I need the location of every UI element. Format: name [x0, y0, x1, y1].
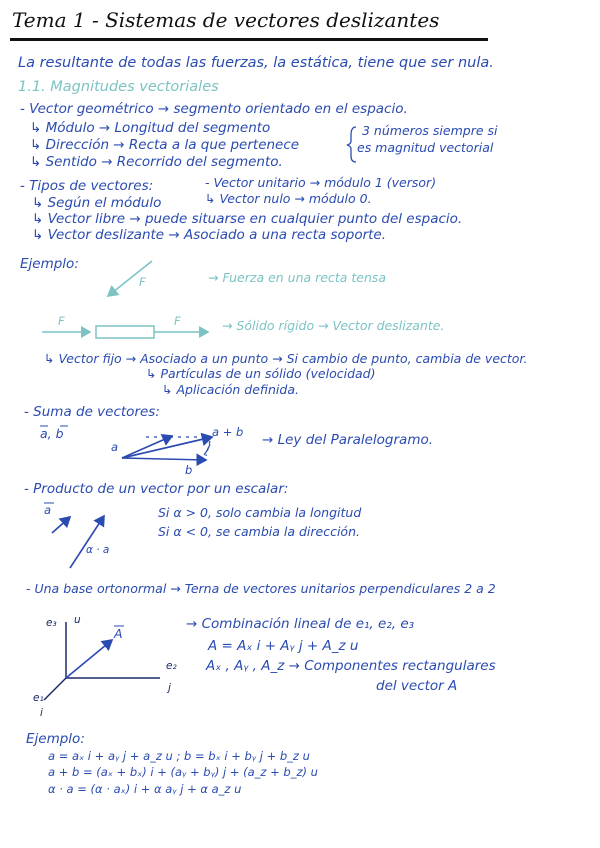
ej2-line3: α · a = (α · aₓ) i + α aᵧ j + α a_z u [48, 782, 242, 796]
suma-a-label: a [111, 440, 119, 454]
vec-alpha-a [70, 516, 104, 568]
base-eq: A = Aₓ i + Aᵧ j + A_z u [208, 638, 359, 654]
base-e2: e₂ [166, 660, 177, 672]
axis-diagonal [44, 678, 66, 700]
ej1-f2-label: F [174, 314, 181, 328]
tipos-deslizante: ↳ Vector deslizante → Asociado a una recta soporte. [32, 227, 387, 243]
ej2-label: Ejemplo: [26, 731, 85, 747]
brace [347, 127, 356, 162]
ej1-f1-label: F [58, 314, 65, 328]
ej1-fuerza: → Fuerza en una recta tensa [208, 270, 387, 285]
base-heading: - Una base ortonormal → Terna de vectores unitarios perpendiculares 2 a 2 [26, 581, 496, 596]
tipos-line1: - Tipos de vectores: [20, 178, 154, 194]
base-e3: e₃ [46, 617, 57, 629]
base-comp1: Aₓ , Aᵧ , A_z → Componentes rectangulares [206, 658, 496, 674]
vg-direccion: ↳ Dirección → Recta a la que pertenece [30, 137, 300, 153]
ej2-line1: a = aₓ i + aᵧ j + a_z u ; b = bₓ i + bᵧ j + b_z u [48, 749, 310, 763]
base-A: A [114, 626, 123, 641]
tipos-nulo: ↳ Vector nulo → módulo 0. [205, 191, 372, 206]
tipos-unitario: - Vector unitario → módulo 1 (versor) [205, 175, 437, 190]
base-j: j [168, 682, 171, 694]
producto-alpha-label: α · a [86, 544, 110, 556]
vec-a-short [52, 517, 70, 533]
suma-apb-label: a + b [212, 425, 244, 439]
fuerza-arrow [108, 261, 152, 296]
producto-a-label: a [44, 503, 52, 517]
suma-heading: - Suma de vectores: [24, 404, 160, 420]
producto-cond1: Si α > 0, solo cambia la longitud [158, 505, 362, 520]
intro-text: La resultante de todas las fuerzas, la estática, tiene que ser nula. [18, 55, 494, 71]
vec-A [66, 640, 112, 678]
producto-heading: - Producto de un vector por un escalar: [24, 481, 289, 497]
base-u: u [74, 614, 81, 626]
vg-note2: es magnitud vectorial [357, 140, 494, 155]
fijo-line3: ↳ Aplicación definida. [162, 382, 299, 397]
apb-hook [204, 444, 210, 455]
ej2-line2: a + b = (aₓ + bₓ) i + (aᵧ + bᵧ) j + (a_z + b_z) u [48, 765, 318, 779]
vec-a [122, 436, 172, 458]
producto-cond2: Si α < 0, se cambia la dirección. [158, 524, 360, 539]
section-heading: 1.1. Magnitudes vectoriales [18, 79, 219, 95]
vg-note1: 3 números siempre si [362, 123, 498, 138]
ej1-solido: → Sólido rígido → Vector deslizante. [222, 318, 445, 333]
tipos-libre: ↳ Vector libre → puede situarse en cualquier punto del espacio. [32, 211, 463, 227]
vg-modulo: ↳ Módulo → Longitud del segmento [30, 120, 271, 136]
suma-ab: a, b [40, 426, 64, 441]
ej1-label: Ejemplo: [20, 256, 79, 272]
base-comb: → Combinación lineal de e₁, e₂, e₃ [186, 616, 415, 632]
page-title: Tema 1 - Sistemas de vectores deslizantes [12, 8, 440, 32]
vec-apb [122, 437, 212, 458]
vec-b [122, 458, 206, 460]
base-comp2: del vector A [376, 678, 458, 694]
suma-b-label: b [185, 463, 193, 477]
tipos-segun: ↳ Según el módulo [32, 195, 162, 211]
suma-ley: → Ley del Paralelogramo. [262, 432, 434, 448]
ej1-f-label: F [139, 275, 146, 289]
vg-sentido: ↳ Sentido → Recorrido del segmento. [30, 154, 283, 170]
fijo-line2: ↳ Partículas de un sólido (velocidad) [146, 366, 376, 381]
base-i: i [40, 707, 43, 719]
vg-line1: - Vector geométrico → segmento orientado en el espacio. [20, 101, 408, 117]
base-e1: e₁ [33, 692, 44, 704]
solido-box [96, 326, 154, 338]
fijo-line1: ↳ Vector fijo → Asociado a un punto → Si cambio de punto, cambia de vector. [44, 351, 528, 366]
